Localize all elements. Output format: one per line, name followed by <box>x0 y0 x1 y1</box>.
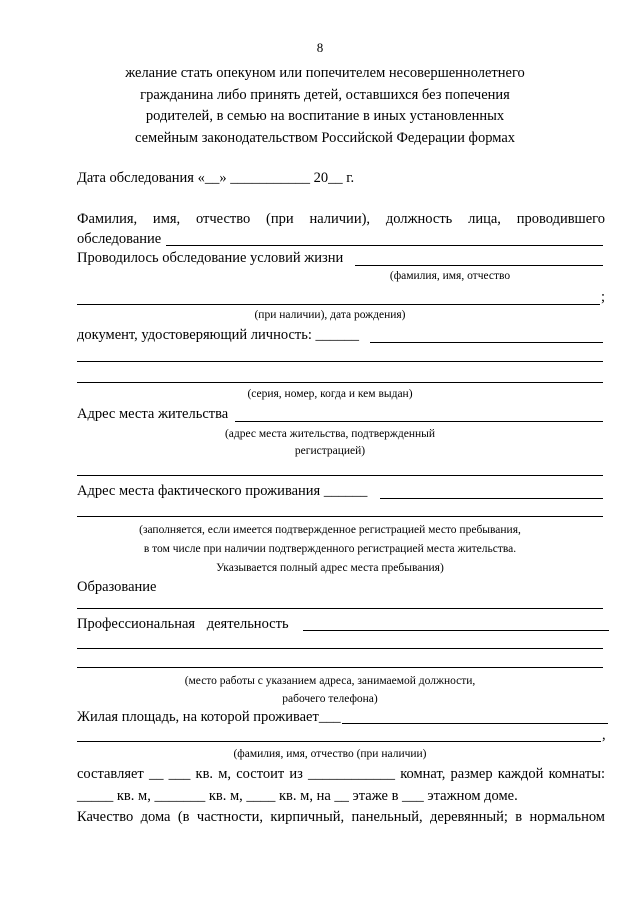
heading-line-1: желание стать опекуном или попечителем несовершеннолетнего <box>125 65 525 81</box>
person-input-line[interactable] <box>77 304 600 305</box>
identity-doc-label: документ, удостоверяющий личность: ______ <box>77 327 360 343</box>
living-space-line-2[interactable] <box>77 741 601 742</box>
professional-line-3[interactable] <box>77 667 603 668</box>
registration-hint-2: регистрацией) <box>294 445 366 457</box>
professional-line-2[interactable] <box>77 648 603 649</box>
professional-label: Профессиональная деятельность <box>77 616 289 632</box>
inspection-date-field[interactable]: Дата обследования «__» ___________ 20__ г. <box>77 170 355 186</box>
fio-birth-hint: (при наличии), дата рождения) <box>254 309 406 321</box>
identity-doc-line-2[interactable] <box>77 361 603 362</box>
identity-doc-input-line[interactable] <box>370 342 603 343</box>
residence-address-line-2[interactable] <box>77 475 603 476</box>
identity-doc-line-3[interactable] <box>77 382 603 383</box>
stay-hint-3: Указывается полный адрес места пребывания) <box>216 562 444 574</box>
heading-line-2: гражданина либо принять детей, оставшихся без попечения <box>140 86 510 103</box>
inspector-label: Фамилия, имя, отчество (при наличии), должность лица, проводившего <box>77 211 605 227</box>
work-hint-2: рабочего телефона) <box>282 693 378 705</box>
fio-hint: (фамилия, имя, отчество <box>389 270 511 282</box>
passport-hint: (серия, номер, когда и кем выдан) <box>247 388 413 400</box>
heading-line-3: родителей, в семью на воспитание в иных установленных <box>145 108 505 124</box>
rooms-field[interactable]: _____ кв. м, _______ кв. м, ____ кв. м, на __ этаже в ___ этажном доме. <box>77 788 518 804</box>
living-space-label: Жилая площадь, на которой проживает___ <box>77 709 341 725</box>
conducted-label: Проводилось обследование условий жизни <box>77 250 344 266</box>
comma-mark: , <box>602 727 606 743</box>
inspection-label: обследование <box>77 231 162 247</box>
inspector-input-line[interactable] <box>166 245 603 246</box>
education-input-line[interactable] <box>77 608 603 609</box>
heading-line-4: семейным законодательством Российской Федерации формах <box>134 129 516 146</box>
semicolon-mark: ; <box>601 289 606 305</box>
stay-hint-2: в том числе при наличии подтвержденного регистрацией места жительства. <box>143 543 517 555</box>
residence-address-input-line[interactable] <box>235 421 603 422</box>
house-quality-label: Качество дома (в частности, кирпичный, панельный, деревянный; в нормальном <box>77 809 605 825</box>
form-heading <box>60 63 590 149</box>
stay-hint-1: (заполняется, если имеется подтвержденное регистрацией место пребывания, <box>139 524 521 536</box>
actual-address-input-line[interactable] <box>380 498 603 499</box>
conducted-input-line[interactable] <box>355 265 603 266</box>
actual-address-line-2[interactable] <box>77 516 603 517</box>
living-space-input-line[interactable] <box>342 723 608 724</box>
residence-address-label: Адрес места жительства <box>77 406 229 422</box>
page-number: 8 <box>316 40 324 55</box>
work-hint-1: (место работы с указанием адреса, занимаемой должности, <box>184 675 476 687</box>
professional-input-line[interactable] <box>303 630 609 631</box>
education-label: Образование <box>77 579 157 595</box>
fio-hint-2: (фамилия, имя, отчество (при наличии) <box>233 748 427 760</box>
actual-address-label: Адрес места фактического проживания ______ <box>77 483 368 499</box>
registration-hint-1: (адрес места жительства, подтвержденный <box>224 428 436 440</box>
area-field[interactable]: составляет __ ___ кв. м, состоит из ____________ комнат, размер каждой комнаты: <box>77 766 605 782</box>
